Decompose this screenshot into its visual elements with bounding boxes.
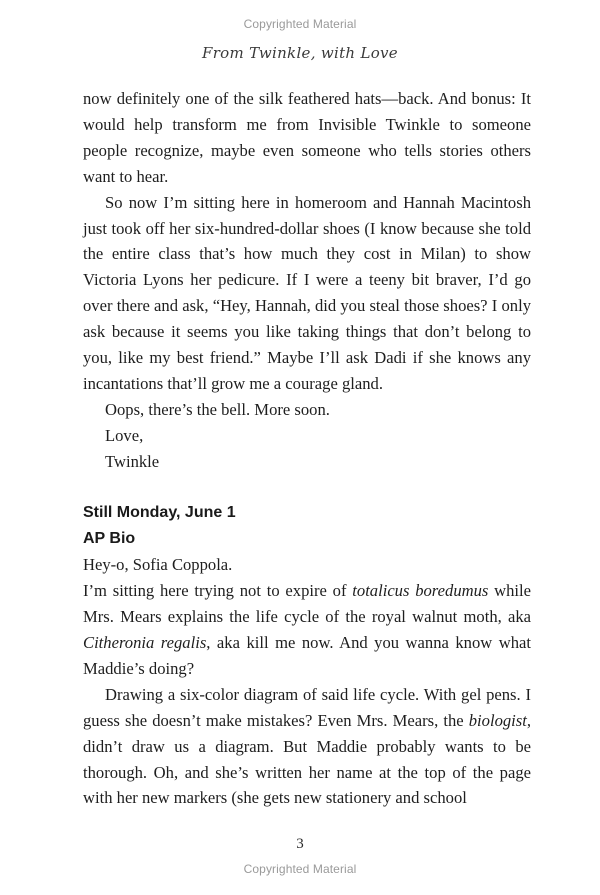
copyright-watermark-top: Copyrighted Material: [243, 17, 357, 31]
paragraph: now definitely one of the silk feathered hats—back. And bonus: It would help transform me from Invisible Twinkle to someone people recognize, maybe even someone who tells stories others want to hear.: [83, 89, 531, 186]
italic-term: biologist: [468, 710, 527, 730]
signature-line: Twinkle: [105, 451, 160, 471]
copyright-watermark-bottom: Copyrighted Material: [243, 862, 357, 876]
text-run: , didn’t draw us a diagram. But Maddie probably wants to be thorough. Oh, and she’s written her name at the top of the page with her new markers (she gets new stationery and school: [83, 710, 531, 808]
text-run: while Mrs. Mears explains the life cycle of the royal walnut moth, aka: [83, 581, 532, 627]
italic-term: totalicus boredumus: [352, 581, 489, 601]
text-run: Drawing a six-color diagram of said life cycle. With gel pens. I guess she doesn’t make mistakes? Even Mrs. Mears, the: [83, 684, 531, 730]
paragraph: [83, 578, 531, 682]
running-head: From Twinkle, with Love: [201, 44, 398, 62]
paragraph: [83, 682, 531, 812]
page-body: [83, 86, 531, 811]
paragraph: So now I’m sitting here in homeroom and Hannah Macintosh just took off her six-hundred-dollar shoes (I know because she told the entire class that’s how much they cost in Milan) to show Victoria Lyons her pedicure. If I were a teeny bit braver, I’d go over there and ask, “Hey, Hannah, did you steal those shoes? I only ask because it seems you like taking things that don’t belong to you, like my best friend.” Maybe I’ll ask Dadi if she knows any incantations that’ll grow me a courage gland.: [83, 192, 531, 393]
text-run: , aka kill me now. And you wanna know what Maddie’s doing?: [83, 633, 531, 678]
paragraph: Oops, there’s the bell. More soon.: [105, 399, 330, 419]
greeting-line: Hey-o, Sofia Coppola.: [83, 555, 233, 575]
entry-location-heading: AP Bio: [83, 530, 136, 548]
entry-date-heading: Still Monday, June 1: [83, 504, 236, 522]
closing-line: Love,: [105, 425, 144, 445]
text-run: I’m sitting here trying not to expire of: [83, 581, 353, 601]
page-number: 3: [296, 836, 304, 852]
italic-term: Citheronia regalis: [83, 633, 207, 653]
